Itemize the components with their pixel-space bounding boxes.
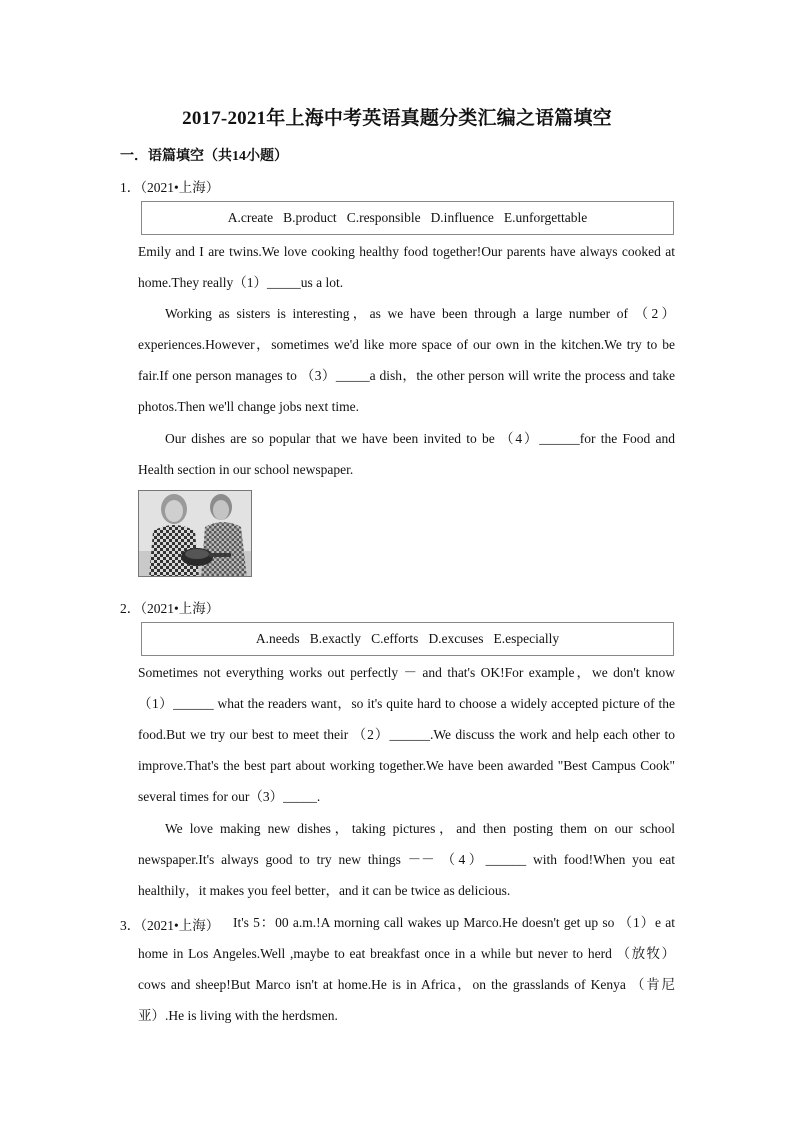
option-a: A.create xyxy=(227,210,274,225)
question-3-heading: 3．（2021•上海） xyxy=(120,918,220,933)
section-heading: 一．语篇填空（共14小题） xyxy=(120,149,288,164)
question-3-text: It's 5：00 a.m.!A morning call wakes up Marco.He doesn't get up so （1）e at home in Los Angeles.Well ,maybe to eat breakfast once in a while but never to herd （放牧） cows and sheep!But Marco isn't at home.He is in Africa，on the grasslands of Kenya （肯尼亚）.He is living with the herdsmen. xyxy=(138,915,675,1023)
option-b: B.exactly xyxy=(309,631,362,646)
photo-illustration xyxy=(139,491,252,577)
question-1-paragraph-2: Working as sisters is interesting，as we have been through a large number of （2） experiences.However，sometimes we'd like more space of our own in the kitchen.We try to be fair.If one person manages to （3）_____a dish，the other person will write the process and take photos.Then we'll change jobs next time. xyxy=(138,306,675,414)
question-2-heading: 2．（2021•上海） xyxy=(120,601,220,616)
question-1-heading: 1．（2021•上海） xyxy=(120,180,220,195)
question-2-paragraph-1: Sometimes not everything works out perfectly － and that's OK!For example，we don't know （1）______ what the readers want，so it's quite hard to choose a widely accepted picture of the food.But we try our best to meet their （2）______.We discuss the work and help each other to improve.That's the best part about working together.We have been awarded "Best Campus Cook" several times for our（3）_____. xyxy=(138,665,675,804)
option-c: C.efforts xyxy=(371,631,419,646)
option-d: D.influence xyxy=(430,210,494,225)
question-2-paragraph-2: We love making new dishes，taking pictures，and then posting them on our school newspaper.It's always good to try new things －－ （4）______ with food!When you eat healthily，it makes you feel better，and it can be twice as delicious. xyxy=(138,821,675,898)
option-d: D.excuses xyxy=(428,631,484,646)
option-e: E.unforgettable xyxy=(503,210,588,225)
question-1-paragraph-1: Emily and I are twins.We love cooking healthy food together!Our parents have always cooked at home.They really（1）_____us a lot. xyxy=(138,244,675,290)
option-b: B.product xyxy=(283,210,337,225)
question-1-paragraph-3: Our dishes are so popular that we have been invited to be （4）______for the Food and Health section in our school newspaper. xyxy=(138,431,675,477)
option-e: E.especially xyxy=(493,631,560,646)
question-2-options-box xyxy=(141,622,674,656)
option-a: A.needs xyxy=(255,631,300,646)
question-1-options-box xyxy=(141,201,674,235)
option-c: C.responsible xyxy=(346,210,421,225)
twins-cooking-photo xyxy=(138,490,252,577)
document-title: 2017-2021年上海中考英语真题分类汇编之语篇填空 xyxy=(182,108,612,129)
